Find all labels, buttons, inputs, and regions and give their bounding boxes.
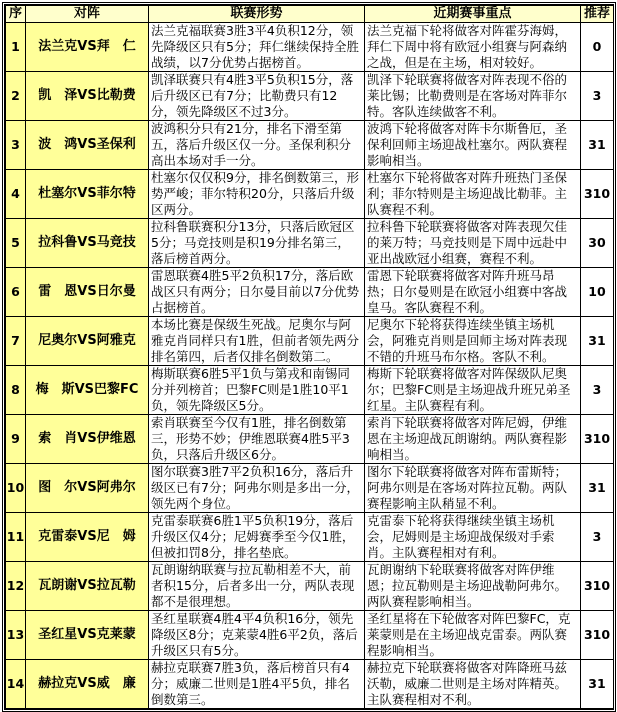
- match-name: 圣红星VS克莱蒙: [26, 611, 149, 660]
- recent-focus: 波鸿下轮将做客对阵卡尔斯鲁厄，圣保利回师主场迎战杜塞尔。两队赛程影响相当。: [365, 121, 581, 170]
- table-row: [6, 121, 614, 170]
- row-number: 1: [6, 23, 26, 72]
- match-analysis-table: [5, 5, 614, 709]
- match-name: 凯 泽VS比勒费: [26, 72, 149, 121]
- row-number: 4: [6, 170, 26, 219]
- row-number: 7: [6, 317, 26, 366]
- league-situation: 赫拉克联赛7胜3负，落后榜首只有4分；威廉二世则是1胜4平5负，排名倒数第三。: [149, 660, 365, 709]
- table-row: [6, 513, 614, 562]
- row-number: 6: [6, 268, 26, 317]
- recommendation: 310: [581, 415, 614, 464]
- table-row: [6, 660, 614, 709]
- recent-focus: 圣红星将在下轮做客对阵巴黎FC，克莱蒙则是在主场迎战克雷泰。两队赛程影响相当。: [365, 611, 581, 660]
- row-number: 2: [6, 72, 26, 121]
- recent-focus: 凯泽下轮联赛将做客对阵表现不俗的莱比锡；比勒费则是在客场对阵菲尔特。客队连续做客不利。: [365, 72, 581, 121]
- recent-focus: 索肖下轮联赛将做客对阵尼姆，伊维恩在主场迎战瓦朗谢纳。两队赛程影响相当。: [365, 415, 581, 464]
- recent-focus: 图尔下轮联赛将做客对阵布雷斯特；阿弗尔则是在客场对阵拉瓦勒。两队赛程影响主队稍显不利。: [365, 464, 581, 513]
- match-analysis-table-frame: [2, 2, 616, 712]
- league-situation: 波鸿积分只有21分，排名下滑至第五，落后升级区仅一分。圣保利积分高出本场对手一分。: [149, 121, 365, 170]
- table-row: [6, 464, 614, 513]
- match-name: 雷 恩VS日尔曼: [26, 268, 149, 317]
- league-situation: 法兰克福联赛3胜3平4负积12分，领先降级区只有5分；拜仁继续保持全胜战绩，以7分优势占据榜首。: [149, 23, 365, 72]
- recent-focus: 法兰克福下轮将做客对阵霍芬海姆，拜仁下周中将有欧冠小组赛与阿森纳之战，但是在主场，相对较好。: [365, 23, 581, 72]
- table-row: [6, 219, 614, 268]
- table-row: [6, 611, 614, 660]
- recommendation: 31: [581, 317, 614, 366]
- table-row: [6, 317, 614, 366]
- recommendation: 31: [581, 464, 614, 513]
- match-name: 图 尔VS阿弗尔: [26, 464, 149, 513]
- row-number: 12: [6, 562, 26, 611]
- recommendation: 31: [581, 660, 614, 709]
- recommendation: 310: [581, 170, 614, 219]
- recommendation: 3: [581, 513, 614, 562]
- recommendation: 10: [581, 268, 614, 317]
- recent-focus: 梅斯下轮联赛将做客对阵保级队尼奥尔；巴黎FC则是主场迎战升班兄弟圣红星。主队赛程有利。: [365, 366, 581, 415]
- table-row: [6, 415, 614, 464]
- table-row: [6, 562, 614, 611]
- recent-focus: 瓦朗谢纳下轮联赛将做客对阵伊维恩；拉瓦勒则是主场迎战勒阿弗尔。两队赛程影响相当。: [365, 562, 581, 611]
- league-situation: 拉科鲁联赛积分13分，只落后欧冠区5分；马竞技则是积19分排名第三，落后榜首两分。: [149, 219, 365, 268]
- league-situation: 瓦朗谢纳联赛与拉瓦勒相差不大，前者积15分，后者多出一分，两队表现都不是很理想。: [149, 562, 365, 611]
- row-number: 14: [6, 660, 26, 709]
- row-number: 10: [6, 464, 26, 513]
- match-name: 波 鸿VS圣保利: [26, 121, 149, 170]
- match-name: 拉科鲁VS马竞技: [26, 219, 149, 268]
- recent-focus: 杜塞尔下轮将做客对阵升班热门圣保利；菲尔特则是主场迎战比勒菲。主队赛程不利。: [365, 170, 581, 219]
- recent-focus: 尼奥尔下轮将获得连续坐镇主场机会，阿雅克肖则是回师主场对阵表现不错的升班马布尔格。客队不利。: [365, 317, 581, 366]
- header-match: 对阵: [26, 6, 149, 23]
- recommendation: 30: [581, 219, 614, 268]
- recent-focus: 拉科鲁下轮联赛将做客对阵表现欠佳的莱万特；马竞技则是下周中远赴中亚出战欧冠小组赛，赛程不利。: [365, 219, 581, 268]
- recent-focus: 雷恩下轮联赛将做客对阵升班马昂热；日尔曼则是在欧冠小组赛中客战皇马。客队赛程不利。: [365, 268, 581, 317]
- recent-focus: 克雷泰下轮将获得继续坐镇主场机会，尼姆则是主场迎战保级对手索肖。主队赛程相对有利。: [365, 513, 581, 562]
- row-number: 11: [6, 513, 26, 562]
- league-situation: 圣红星联赛4胜4平4负积16分，领先降级区8分；克莱蒙4胜6平2负，落后升级区只有5分。: [149, 611, 365, 660]
- league-situation: 本场比赛是保级生死战。尼奥尔与阿雅克肖同样只有1胜，但前者领先两分排名第四，后者仅排名倒数第二。: [149, 317, 365, 366]
- league-situation: 雷恩联赛4胜5平2负积17分，落后欧战区只有两分；日尔曼目前以7分优势占据榜首。: [149, 268, 365, 317]
- league-situation: 索肖联赛至今仅有1胜，排名倒数第三，形势不妙；伊维恩联赛4胜5平3负，只落后升级区6分。: [149, 415, 365, 464]
- table-row: [6, 268, 614, 317]
- match-name: 赫拉克VS威 廉: [26, 660, 149, 709]
- league-situation: 杜塞尔仅仅积9分，排名倒数第三，形势严峻；菲尔特积20分，只落后升级区两分。: [149, 170, 365, 219]
- header-recommend: 推荐: [581, 6, 614, 23]
- league-situation: 梅斯联赛6胜5平1负与第戎和南锡同分并列榜首；巴黎FC则是1胜10平1负，领先降级区5分。: [149, 366, 365, 415]
- match-name: 索 肖VS伊维恩: [26, 415, 149, 464]
- header-recent: 近期赛事重点: [365, 6, 581, 23]
- row-number: 8: [6, 366, 26, 415]
- recommendation: 310: [581, 611, 614, 660]
- match-name: 瓦朗谢VS拉瓦勒: [26, 562, 149, 611]
- row-number: 9: [6, 415, 26, 464]
- league-situation: 图尔联赛3胜7平2负积16分，落后升级区已有7分；阿弗尔则是多出一分，领先两个身位。: [149, 464, 365, 513]
- row-number: 3: [6, 121, 26, 170]
- league-situation: 克雷泰联赛6胜1平5负积19分，落后升级区仅4分；尼姆赛季至今仅1胜，但被扣罚8分，排名垫底。: [149, 513, 365, 562]
- match-name: 梅 斯VS巴黎FC: [26, 366, 149, 415]
- match-name: 尼奥尔VS阿雅克: [26, 317, 149, 366]
- recent-focus: 赫拉克下轮联赛将做客对阵降班马兹沃勒，威廉二世则是主场对阵精英。主队赛程相对不利。: [365, 660, 581, 709]
- league-situation: 凯泽联赛只有4胜3平5负积15分，落后升级区已有7分；比勒费只有12分，领先降级区不过3分。: [149, 72, 365, 121]
- row-number: 5: [6, 219, 26, 268]
- table-row: [6, 170, 614, 219]
- header-no: 序: [6, 6, 26, 23]
- header-row: [6, 6, 614, 23]
- match-name: 杜塞尔VS菲尔特: [26, 170, 149, 219]
- header-league: 联赛形势: [149, 6, 365, 23]
- match-name: 法兰克VS拜 仁: [26, 23, 149, 72]
- recommendation: 3: [581, 366, 614, 415]
- table-row: [6, 72, 614, 121]
- table-row: [6, 23, 614, 72]
- table-row: [6, 366, 614, 415]
- recommendation: 31: [581, 121, 614, 170]
- recommendation: 3: [581, 72, 614, 121]
- recommendation: 310: [581, 562, 614, 611]
- match-name: 克雷泰VS尼 姆: [26, 513, 149, 562]
- recommendation: 0: [581, 23, 614, 72]
- row-number: 13: [6, 611, 26, 660]
